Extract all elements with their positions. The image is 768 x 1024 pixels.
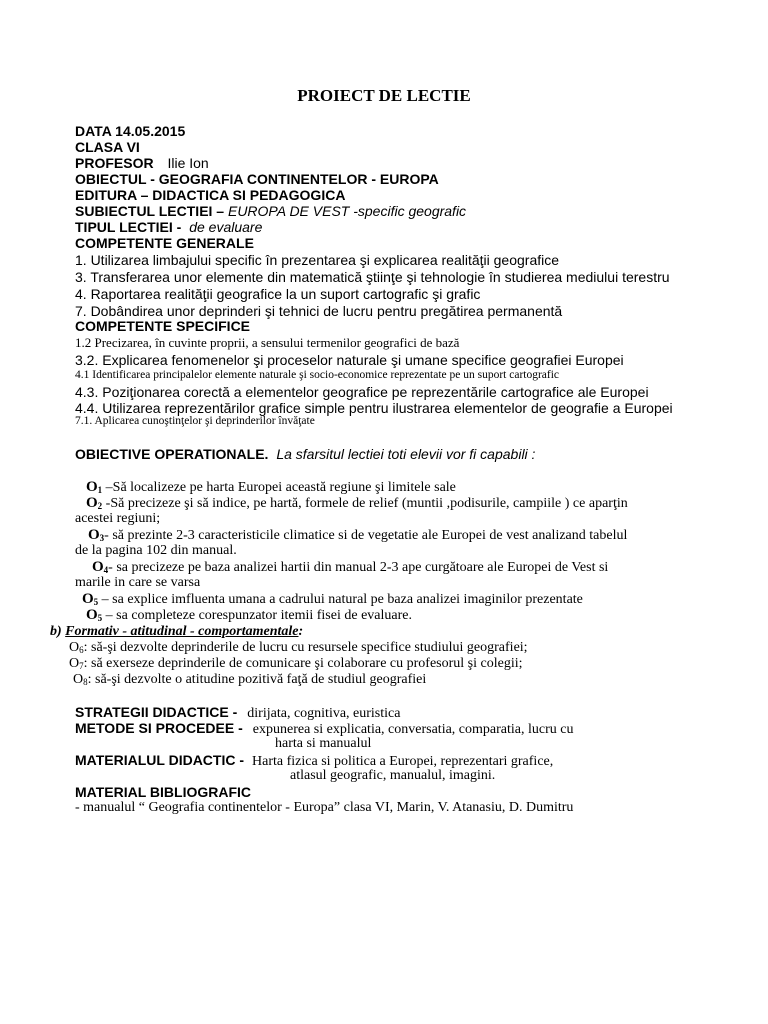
objective-o2: $O_2$ -Să precizeze şi să indice, pe hartă, formele de relief (muntii ,podisurile, campiile ) ce aparţin xyxy=(86,495,628,511)
specific-competence-item: 3.2. Explicarea fenomenelor şi proceselor naturale şi umane specifice geografiei Europei xyxy=(75,352,624,368)
specific-competence-item: 1.2 Precizarea, în cuvinte proprii, a sensului termenilor geografici de bază xyxy=(75,335,460,350)
objectives-intro: La sfarsitul lectiei toti elevii vor fi capabili : xyxy=(276,446,536,462)
lesson-topic-label: SUBIECTUL LECTIEI – xyxy=(75,203,225,219)
bibliography-item: - manualul “ Geografia continentelor - Europa” clasa VI, Marin, V. Atanasiu, D. Dumitru xyxy=(75,800,574,815)
formative-heading: Formativ - atitudinal - comportamentale xyxy=(65,624,299,639)
strategies-value: dirijata, cognitiva, euristica xyxy=(247,706,401,721)
teaching-material-continuation: atlasul geografic, manualul, imagini. xyxy=(290,768,496,783)
teaching-material-label: MATERIALUL DIDACTIC - xyxy=(75,752,245,768)
objective-o7: $O_7$: să exerseze deprinderile de comunicare şi colaborare cu profesorul şi colegii; xyxy=(69,656,523,671)
lesson-topic-line xyxy=(75,203,466,219)
objectives-line xyxy=(75,446,535,462)
general-competence-item: 7. Dobândirea unor deprinderi şi tehnici de lucru pentru pregătirea permanentă xyxy=(75,303,563,319)
specific-competences-heading: COMPETENTE SPECIFICE xyxy=(75,318,251,334)
general-competence-item: 4. Raportarea realităţii geografice la un suport cartografic şi grafic xyxy=(75,286,481,302)
page-title: PROIECT DE LECTIE xyxy=(297,86,471,105)
specific-competence-item: 4.1 Identificarea principalelor elemente naturale şi socio-economice reprezentate pe un suport cartografic xyxy=(75,369,560,381)
methods-continuation: harta si manualul xyxy=(275,736,372,751)
objectives-heading: OBIECTIVE OPERATIONALE. xyxy=(75,446,269,462)
objective-o5: $O_5$ – sa explice imfluenta umana a cadrului natural pe baza analizei imaginilor prezentate xyxy=(82,591,583,607)
bibliography-heading: MATERIAL BIBLIOGRAFIC xyxy=(75,784,252,800)
teacher-name: Ilie Ion xyxy=(167,155,209,171)
teaching-material-value: Harta fizica si politica a Europei, reprezentari grafice, xyxy=(252,754,554,769)
subject-line: OBIECTUL - GEOGRAFIA CONTINENTELOR - EUROPA xyxy=(75,171,439,187)
teacher-label: PROFESOR xyxy=(75,155,154,171)
specific-competence-item: 4.4. Utilizarea reprezentărilor grafice simple pentru ilustrarea elementelor de geografie a Europei xyxy=(75,400,673,416)
objective-o4: $O_4-$ sa precizeze pe baza analizei hartii din manual 2-3 ape curgătoare ale Europei de Vest si xyxy=(92,559,609,575)
objective-o6: $O_6$: să-şi dezvolte deprinderile de lucru cu resursele specifice studiului geografiei; xyxy=(69,640,528,655)
methods-value: expunerea si explicatia, conversatia, comparatia, lucru cu xyxy=(252,722,574,737)
objective-o3: $O_3-$ să prezinte 2-3 caracteristicile climatice si de vegetatie ale Europei de vest analizand tabelul xyxy=(88,527,628,543)
specific-competence-item: 7.1. Aplicarea cunoştinţelor şi deprinderilor învăţate xyxy=(75,415,315,427)
class-line: CLASA VI xyxy=(75,139,140,155)
date-line: DATA 14.05.2015 xyxy=(75,123,186,139)
objective-o3-continuation: de la pagina 102 din manual. xyxy=(75,543,237,558)
formative-heading-line: b) Formativ - atitudinal - comportamentale: xyxy=(50,624,304,639)
lesson-type-label: TIPUL LECTIEI - xyxy=(75,219,182,235)
teacher-line xyxy=(75,155,209,171)
objective-o1: $O_1$ –Să localizeze pe harta Europei această regiune şi limitele sale xyxy=(86,479,456,495)
general-competences-heading: COMPETENTE GENERALE xyxy=(75,235,254,251)
lesson-type-value: de evaluare xyxy=(189,219,263,235)
objective-o8: $O_8$: să-şi dezvolte o atitudine pozitivă faţă de studiul geografiei xyxy=(73,672,427,687)
objective-o4-continuation: marile in care se varsa xyxy=(75,575,201,590)
objective-o2-continuation: acestei regiuni; xyxy=(75,511,161,526)
lesson-topic-value: EUROPA DE VEST -specific geografic xyxy=(227,203,467,219)
objective-o5-evaluation: $O_5$ – sa completeze corespunzator itemii fisei de evaluare. xyxy=(86,607,412,623)
general-competence-item: 1. Utilizarea limbajului specific în prezentarea şi explicarea realităţii geografice xyxy=(75,252,560,268)
specific-competence-item: 4.3. Poziţionarea corectă a elementelor geografice pe reprezentările cartografice ale Europei xyxy=(75,384,649,400)
publisher-line: EDITURA – DIDACTICA SI PEDAGOGICA xyxy=(75,187,346,203)
strategies-label: STRATEGII DIDACTICE - xyxy=(75,704,238,720)
methods-label: METODE SI PROCEDEE - xyxy=(75,720,243,736)
general-competence-item: 3. Transferarea unor elemente din matematică ştiinţe şi tehnologie în studierea mediului terestru xyxy=(75,269,670,285)
lesson-type-line xyxy=(75,219,262,235)
